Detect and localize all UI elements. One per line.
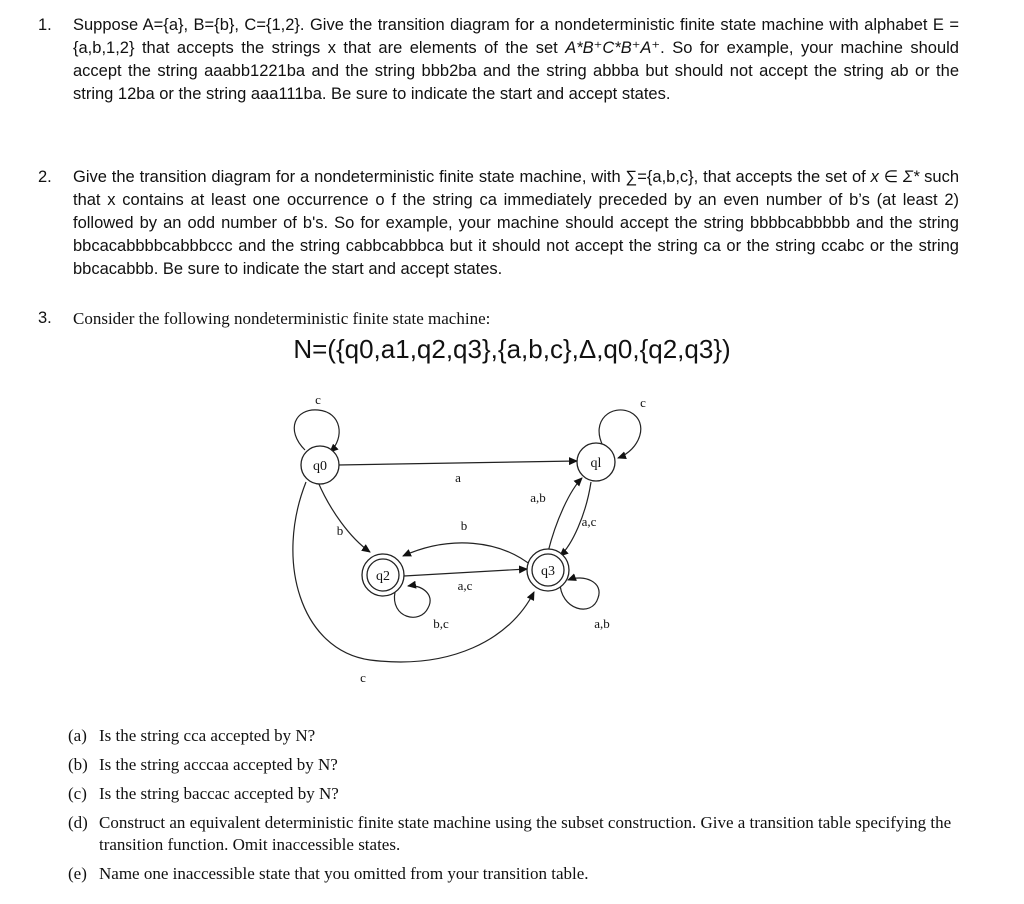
sub-question-label: (b) bbox=[68, 755, 88, 774]
sub-questions bbox=[68, 725, 968, 892]
regex-expression: A*B⁺C*B⁺A⁺ bbox=[565, 39, 661, 57]
sub-question-c bbox=[68, 783, 968, 805]
edge-label-q0-q3-arc: c bbox=[360, 670, 366, 685]
edge-label-q1-q3: a,c bbox=[581, 514, 597, 529]
question-number: 2. bbox=[38, 168, 52, 186]
question-text-part: . So for example, your machine should accept the string aaabb1221ba and the string bbb2ba and the string abbba but should not accept the string ab or the string 12ba or the string aaa111ba. Be sure to indicate the start and accept states. bbox=[73, 39, 959, 103]
sub-question-label: (e) bbox=[68, 864, 87, 883]
q2-self-loop bbox=[394, 586, 430, 618]
state-label-q2: q2 bbox=[376, 569, 390, 584]
sub-question-text: Is the string baccac accepted by N? bbox=[99, 784, 339, 803]
sub-question-text: Is the string acccaa accepted by N? bbox=[99, 755, 338, 774]
sub-question-label: (c) bbox=[68, 784, 87, 803]
sub-question-text: Construct an equivalent deterministic finite state machine using the subset construction. Give a transition table specifying the transition function. Omit inaccessible states. bbox=[99, 813, 952, 854]
question-text-part: Suppose A={a}, B={b}, C={1,2}. Give the transition diagram for a nondeterministic finite state machine with alphabet E ={a,b,1,2} that accepts the strings x that are elements of the set bbox=[73, 16, 959, 57]
question-text: Consider the following nondeterministic finite state machine: bbox=[73, 309, 491, 328]
sub-question-label: (d) bbox=[68, 813, 88, 832]
machine-definition: N=({q0,a1,q2,q3},{a,b,c},Δ,q0,{q2,q3}) bbox=[293, 334, 731, 364]
edge-label-q1-loop: c bbox=[640, 395, 646, 410]
sub-question-d bbox=[68, 812, 968, 856]
sub-question-text: Name one inaccessible state that you omitted from your transition table. bbox=[99, 864, 589, 883]
sub-question-e bbox=[68, 863, 968, 885]
sub-question-text: Is the string cca accepted by N? bbox=[99, 726, 316, 745]
state-label-q3: q3 bbox=[541, 564, 555, 579]
edge-q2-q3 bbox=[404, 569, 527, 576]
question-number: 3. bbox=[38, 309, 52, 327]
edge-label-q3-q1: a,b bbox=[530, 490, 546, 505]
edge-q3-q1 bbox=[548, 478, 582, 552]
state-label-q1: ql bbox=[590, 456, 602, 471]
edge-label-q0-q1: a bbox=[455, 470, 461, 485]
question-text-part: such that x contains at least one occurrence o f the string ca immediately preceded by an even number of b’s (at least 2) followed by an odd number of b's. So for example, your machine should accept the string bbbbcabbbbb and the string bbcacabbbbcabbbccc and the string cabbcabbbca but it should not accept the string ca or the string ccabc or the string bbcacabbb. Be sure to indicate the start and accept states. bbox=[73, 168, 960, 278]
edge-label-q2-loop: b,c bbox=[433, 616, 449, 631]
question-text-part: Give the transition diagram for a nondeterministic finite state machine, with ∑={a,b,c}, that accepts the set of bbox=[73, 168, 871, 186]
sub-question-label: (a) bbox=[68, 726, 87, 745]
q3-self-loop bbox=[560, 578, 599, 609]
edge-q0-q3-arc bbox=[293, 482, 534, 662]
edge-label-q3-loop: a,b bbox=[594, 616, 610, 631]
sub-question-b bbox=[68, 754, 968, 776]
edge-label-q2-q3: a,c bbox=[457, 578, 473, 593]
edge-q0-q1 bbox=[338, 461, 577, 465]
edge-label-q0-loop: c bbox=[315, 392, 321, 407]
sub-question-a bbox=[68, 725, 968, 747]
state-label-q0: q0 bbox=[313, 459, 327, 474]
edge-label-q3-q2: b bbox=[460, 518, 468, 533]
set-expression: x ∈ Σ* bbox=[870, 168, 920, 186]
question-number: 1. bbox=[38, 16, 52, 34]
edge-label-q0-q2: b bbox=[336, 523, 344, 538]
edge-q3-q2 bbox=[403, 543, 532, 566]
edge-q0-q2 bbox=[318, 482, 370, 552]
